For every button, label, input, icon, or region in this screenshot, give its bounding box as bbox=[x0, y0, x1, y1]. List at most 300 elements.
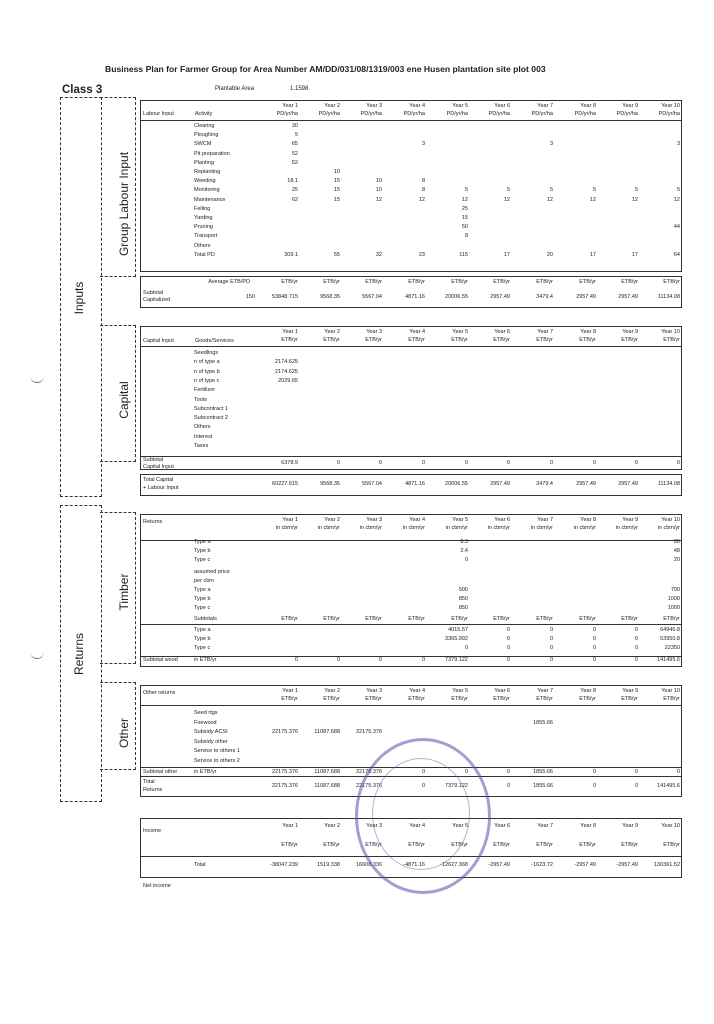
timber-volume-cell: 2.4 bbox=[460, 548, 468, 554]
labour-cell: 12 bbox=[503, 196, 510, 203]
timber-year-header: Year 5 bbox=[452, 517, 468, 523]
labour-cell: 3 bbox=[421, 141, 425, 148]
timber-year-header: Year 8 bbox=[580, 517, 596, 523]
capital-subtotal-label: Subtotal bbox=[143, 457, 164, 463]
timber-price-cell: 700 bbox=[670, 587, 680, 593]
labour-cell: 15 bbox=[333, 178, 340, 185]
other-cell: 11087.688 bbox=[314, 729, 340, 735]
income-year-header: Year 6 bbox=[494, 823, 510, 829]
capital-subtotal-cell: 0 bbox=[464, 460, 468, 466]
other-unit-header: ETB/yr bbox=[663, 696, 680, 702]
labour-activity-label: Pit preparation bbox=[194, 150, 230, 157]
timber-price-cell: 850 bbox=[458, 605, 468, 611]
capital-subtotal-cell: 0 bbox=[634, 460, 638, 466]
labour-subtotal-cell: 2957.49 bbox=[576, 294, 596, 300]
labour-cell: 52 bbox=[291, 159, 298, 166]
labour-unit-header: PD/yr/ha bbox=[574, 111, 596, 117]
timber-price-cell: 1000 bbox=[667, 605, 680, 611]
labour-cell: 12 bbox=[546, 196, 553, 203]
timber-etb-unit: ETB/yr bbox=[579, 616, 596, 622]
timber-unit-header: in cbm/yr bbox=[487, 525, 510, 531]
labour-input-label: + Labour Input bbox=[143, 485, 179, 491]
timber-subtotal-cell: 0 bbox=[506, 645, 510, 651]
capital-unit-header: ETB/yr bbox=[663, 337, 680, 343]
timber-type-label: Type c bbox=[194, 645, 211, 651]
timber-wood-cell: 0 bbox=[336, 657, 340, 663]
labour-subtotal-cell: 9568.35 bbox=[320, 294, 340, 300]
labour-subtotal-cell: 4871.16 bbox=[405, 294, 425, 300]
capital-total-cell: 2957.49 bbox=[618, 481, 638, 487]
capital-year-header: Year 9 bbox=[622, 329, 638, 335]
labour-activity-label: Felling bbox=[194, 205, 211, 212]
other-returns-header: Other returns bbox=[143, 690, 176, 696]
labour-etb-unit: ETB/yr bbox=[621, 279, 638, 285]
other-total-cell: 0 bbox=[592, 783, 596, 789]
timber-unit-header: in cbm/yr bbox=[573, 525, 596, 531]
income-unit-header: ETB/yr bbox=[281, 842, 298, 848]
labour-cell: 25 bbox=[291, 187, 298, 194]
document-title: Business Plan for Farmer Group for Area Number AM/DD/031/08/1319/003 ene Husen plantation site plot 003 bbox=[105, 64, 546, 74]
capital-total-cell: 2957.49 bbox=[576, 481, 596, 487]
capital-item-label: Subcontract 2 bbox=[194, 415, 228, 422]
labour-unit-header: PD/yr/ha bbox=[446, 111, 468, 117]
income-unit-header: ETB/yr bbox=[536, 842, 553, 848]
timber-subtotal-cell: 0 bbox=[506, 636, 510, 642]
labour-subtotal-cell: 2957.49 bbox=[618, 294, 638, 300]
other-item-label: Service to others 2 bbox=[194, 757, 240, 764]
total-capital-label: Total Capital bbox=[143, 477, 174, 483]
labour-cell: 8 bbox=[464, 233, 468, 240]
other-total-cell: 7379.122 bbox=[445, 783, 468, 789]
labour-cell: 309.1 bbox=[284, 251, 298, 258]
capital-item-label: Seedlings bbox=[194, 350, 219, 356]
subtotal-wood-label: Subtotal wood bbox=[143, 657, 178, 663]
labour-side-label: Group Labour Input bbox=[117, 151, 131, 257]
income-unit-header: ETB/yr bbox=[323, 842, 340, 848]
timber-year-header: Year 6 bbox=[494, 517, 510, 523]
income-total-cell: -2957.49 bbox=[616, 862, 638, 868]
labour-cell: 12 bbox=[589, 196, 596, 203]
other-year-header: Year 7 bbox=[537, 688, 553, 694]
labour-activity-label: Maintenance bbox=[194, 196, 226, 203]
timber-subtotal-cell: 64946.8 bbox=[660, 627, 680, 633]
labour-cell: 115 bbox=[459, 251, 468, 258]
capital-subtotal-cell: 0 bbox=[549, 460, 553, 466]
labour-cell: 5 bbox=[592, 187, 596, 194]
capital-goods-header: Goods/Services bbox=[195, 338, 234, 344]
timber-year-header: Year 9 bbox=[622, 517, 638, 523]
labour-cell: 12 bbox=[461, 196, 468, 203]
timber-subtotal-cell: 0 bbox=[592, 645, 596, 651]
labour-cell: 17 bbox=[631, 251, 638, 258]
capital-total-cell: 11134.08 bbox=[657, 481, 680, 487]
other-year-header: Year 8 bbox=[580, 688, 596, 694]
other-cell: 1855.66 bbox=[533, 719, 553, 726]
other-subtotal-cell: 1855.66 bbox=[533, 769, 553, 775]
other-year-header: Year 3 bbox=[366, 688, 382, 694]
timber-wood-cell: 0 bbox=[294, 657, 298, 663]
capital-cell: 2029.65 bbox=[278, 377, 298, 384]
income-year-header: Year 4 bbox=[409, 823, 425, 829]
timber-type-label: Type b bbox=[194, 596, 211, 602]
labour-activity-label: Clearing bbox=[194, 123, 215, 129]
timber-etb-unit: ETB/yr bbox=[536, 616, 553, 622]
labour-unit-header: PD/yr/ha bbox=[616, 111, 638, 117]
capital-item-label: Subcontract 1 bbox=[194, 405, 228, 412]
income-total-cell: 1519.338 bbox=[317, 862, 340, 868]
class-label: Class 3 bbox=[62, 84, 103, 96]
capital-item-label: Fertilizer bbox=[194, 387, 216, 394]
other-total-cell: 22175.376 bbox=[356, 783, 382, 789]
capital-item-label: Interest bbox=[194, 433, 213, 440]
timber-price-cell: 850 bbox=[458, 596, 468, 602]
capital-year-header: Year 8 bbox=[580, 329, 596, 335]
capital-table bbox=[140, 326, 682, 470]
labour-unit-header: PD/yr/ha bbox=[403, 111, 425, 117]
avg-etb-label: Average ETB/PD bbox=[208, 279, 250, 285]
labour-year-header: Year 3 bbox=[366, 103, 382, 109]
labour-cell: 5 bbox=[549, 187, 553, 194]
labour-etb-unit: ETB/yr bbox=[451, 279, 468, 285]
other-total-cell: 0 bbox=[506, 783, 510, 789]
capital-unit-header: ETB/yr bbox=[536, 337, 553, 343]
other-subtotal-cell: 11087.688 bbox=[314, 769, 340, 775]
income-unit-header: ETB/yr bbox=[451, 842, 468, 848]
timber-unit-header: in cbm/yr bbox=[530, 525, 553, 531]
income-total-cell: -38047.239 bbox=[270, 862, 298, 868]
labour-activity-label: Ploughing bbox=[194, 132, 219, 139]
labour-etb-unit: ETB/yr bbox=[493, 279, 510, 285]
labour-cell: 12 bbox=[375, 196, 382, 203]
capital-unit-header: ETB/yr bbox=[281, 337, 298, 343]
income-year-header: Year 5 bbox=[452, 823, 468, 829]
labour-cell: 5 bbox=[464, 187, 468, 194]
labour-cell: 23 bbox=[418, 251, 425, 258]
labour-activity-label: Pruning bbox=[194, 224, 213, 231]
timber-wood-cell: 0 bbox=[506, 657, 510, 663]
timber-year-header: Year 4 bbox=[409, 517, 425, 523]
timber-subtotal-cell: 0 bbox=[464, 645, 468, 651]
capital-year-header: Year 2 bbox=[324, 329, 340, 335]
avg-etb-value: 150 bbox=[245, 294, 255, 300]
labour-cell: 15 bbox=[333, 187, 340, 194]
returns-side-label: Returns bbox=[72, 632, 86, 676]
income-year-header: Year 3 bbox=[366, 823, 382, 829]
income-unit-header: ETB/yr bbox=[408, 842, 425, 848]
labour-subtotal-cell: 5567.04 bbox=[362, 294, 382, 300]
labour-cell: 17 bbox=[589, 251, 596, 258]
capital-unit-header: ETB/yr bbox=[323, 337, 340, 343]
timber-subtotal-cell: 0 bbox=[634, 627, 638, 633]
capital-total-cell: 5567.04 bbox=[362, 481, 382, 487]
labour-cell: 65 bbox=[291, 141, 298, 148]
timber-etb-unit: ETB/yr bbox=[621, 616, 638, 622]
labour-cell: 8 bbox=[421, 178, 425, 185]
other-subtotal-cell: 22175.376 bbox=[272, 769, 298, 775]
timber-subtotal-cell: 0 bbox=[634, 645, 638, 651]
capital-item-label: n of type c bbox=[194, 377, 220, 384]
labour-cell: 12 bbox=[631, 196, 638, 203]
capital-unit-header: ETB/yr bbox=[621, 337, 638, 343]
labour-subtotal-cell: 2957.49 bbox=[490, 294, 510, 300]
capital-subtotal-cell: 0 bbox=[592, 460, 596, 466]
labour-unit-header: PD/yr/ha bbox=[276, 111, 298, 117]
timber-subtotal-cell: 0 bbox=[592, 627, 596, 633]
other-item-label: Subsidy ACSI bbox=[194, 729, 228, 735]
income-year-header: Year 2 bbox=[324, 823, 340, 829]
capital-year-header: Year 6 bbox=[494, 329, 510, 335]
timber-type-label: Type a bbox=[194, 539, 211, 545]
income-year-header: Year 10 bbox=[661, 823, 680, 829]
timber-side-label: Timber bbox=[117, 573, 131, 611]
other-item-label: Service to others 1 bbox=[194, 748, 240, 754]
timber-price-cell: 1000 bbox=[667, 596, 680, 602]
timber-subtotals-label: Subtotals bbox=[194, 616, 217, 622]
other-unit-header: ETB/yr bbox=[493, 696, 510, 702]
labour-subtotal-cell: 20006.55 bbox=[445, 294, 468, 300]
returns-col-header: Returns bbox=[143, 519, 163, 525]
timber-etb-unit: ETB/yr bbox=[451, 616, 468, 622]
total-returns-label: Total bbox=[143, 779, 155, 785]
capital-input-label: Capital Input bbox=[143, 464, 174, 470]
labour-year-header: Year 9 bbox=[622, 103, 638, 109]
income-unit-header: ETB/yr bbox=[493, 842, 510, 848]
labour-cell: 52 bbox=[291, 150, 298, 157]
income-unit-header: ETB/yr bbox=[365, 842, 382, 848]
timber-type-label: Type a bbox=[194, 587, 211, 593]
subtotal-wood-unit: in ETB/yr bbox=[194, 657, 217, 663]
returns-label: Returns bbox=[143, 787, 163, 793]
labour-etb-unit: ETB/yr bbox=[323, 279, 340, 285]
capital-item-label: Taxes bbox=[194, 443, 209, 449]
labour-activity-label: Total PD bbox=[194, 251, 215, 258]
labour-year-header: Year 10 bbox=[661, 103, 680, 109]
labour-unit-header: PD/yr/ha bbox=[531, 111, 553, 117]
timber-volume-cell: 80 bbox=[673, 539, 680, 545]
income-unit-header: ETB/yr bbox=[621, 842, 638, 848]
labour-cell: 5 bbox=[294, 132, 298, 139]
labour-cell: 64 bbox=[673, 251, 680, 258]
other-unit-header: ETB/yr bbox=[365, 696, 382, 702]
other-cell: 22175.376 bbox=[272, 729, 298, 735]
timber-wood-cell: 0 bbox=[592, 657, 596, 663]
labour-cell: 32 bbox=[375, 251, 382, 258]
income-total-cell: -4871.16 bbox=[403, 862, 425, 868]
timber-unit-header: in cbm/yr bbox=[359, 525, 382, 531]
capital-year-header: Year 7 bbox=[537, 329, 553, 335]
labour-cell: 44 bbox=[673, 224, 680, 231]
timber-subtotal-cell: 22350 bbox=[664, 645, 680, 651]
labour-cell: 5 bbox=[634, 187, 638, 194]
labour-cell: 10 bbox=[375, 187, 382, 194]
timber-etb-unit: ETB/yr bbox=[663, 616, 680, 622]
income-total-cell: -1623.72 bbox=[531, 862, 553, 868]
capital-subtotal-cell: 0 bbox=[676, 460, 680, 466]
capital-item-label: Others bbox=[194, 424, 211, 431]
timber-unit-header: in cbm/yr bbox=[317, 525, 340, 531]
labour-etb-unit: ETB/yr bbox=[536, 279, 553, 285]
assumed-price-label: assumed price bbox=[194, 569, 230, 575]
labour-year-header: Year 6 bbox=[494, 103, 510, 109]
labour-activity-label: Planting bbox=[194, 159, 214, 166]
labour-table bbox=[140, 100, 682, 272]
labour-activity-header: Activity bbox=[195, 111, 213, 117]
capital-item-label: Tools bbox=[194, 396, 207, 403]
labour-year-header: Year 5 bbox=[452, 103, 468, 109]
capital-subtotal-cell: 0 bbox=[506, 460, 510, 466]
other-subtotal-cell: 0 bbox=[506, 769, 510, 775]
plantable-area-value: 1.1598 bbox=[290, 86, 309, 92]
labour-cell: 12 bbox=[418, 196, 425, 203]
timber-volume-cell: 48 bbox=[673, 548, 680, 554]
timber-subtotal-cell: 0 bbox=[592, 636, 596, 642]
labour-capitalized-label: Capitalized bbox=[143, 297, 171, 303]
labour-unit-header: PD/yr/ha bbox=[360, 111, 382, 117]
other-unit-header: ETB/yr bbox=[621, 696, 638, 702]
timber-price-cell: 500 bbox=[458, 587, 468, 593]
timber-subtotal-cell: 0 bbox=[549, 627, 553, 633]
labour-cell: 55 bbox=[333, 251, 340, 258]
timber-unit-header: in cbm/yr bbox=[275, 525, 298, 531]
other-unit-header: ETB/yr bbox=[451, 696, 468, 702]
punch-hole-mark bbox=[30, 372, 44, 383]
capital-total-cell: 4871.16 bbox=[405, 481, 425, 487]
labour-activity-label: Transport bbox=[194, 233, 218, 240]
labour-unit-header: PD/yr/ha bbox=[318, 111, 340, 117]
income-unit-header: ETB/yr bbox=[663, 842, 680, 848]
timber-subtotal-cell: 53950.8 bbox=[660, 636, 680, 642]
capital-item-label: n of type a bbox=[194, 359, 220, 366]
labour-col-header: Labour Input bbox=[143, 111, 174, 117]
other-cell: 22175.376 bbox=[356, 729, 382, 735]
timber-type-label: Type b bbox=[194, 548, 211, 554]
labour-cell: 50 bbox=[461, 224, 468, 231]
other-total-cell: 141495.6 bbox=[657, 783, 680, 789]
punch-hole-mark bbox=[30, 648, 44, 659]
capital-total-cell: 20006.55 bbox=[445, 481, 468, 487]
labour-unit-header: PD/yr/ha bbox=[658, 111, 680, 117]
income-year-header: Year 9 bbox=[622, 823, 638, 829]
labour-cell: 17 bbox=[503, 251, 510, 258]
capital-year-header: Year 1 bbox=[282, 329, 298, 335]
timber-year-header: Year 1 bbox=[282, 517, 298, 523]
income-year-header: Year 1 bbox=[282, 823, 298, 829]
timber-etb-unit: ETB/yr bbox=[493, 616, 510, 622]
per-cbm-label: per cbm bbox=[194, 578, 214, 584]
other-subtotal-cell: 0 bbox=[592, 769, 596, 775]
other-year-header: Year 9 bbox=[622, 688, 638, 694]
timber-type-label: Type c bbox=[194, 605, 211, 611]
labour-etb-unit: ETB/yr bbox=[365, 279, 382, 285]
other-item-label: Seed rtgs bbox=[194, 710, 218, 716]
other-unit-header: ETB/yr bbox=[323, 696, 340, 702]
income-total-label: Total bbox=[194, 862, 206, 868]
labour-cell: 5 bbox=[676, 187, 680, 194]
timber-wood-cell: 0 bbox=[378, 657, 382, 663]
capital-item-label: n of type b bbox=[194, 368, 220, 375]
labour-etb-unit: ETB/yr bbox=[281, 279, 298, 285]
labour-subtotal-label: Subtotal bbox=[143, 290, 164, 296]
labour-cell: 20 bbox=[546, 251, 553, 258]
capital-subtotal-cell: 0 bbox=[421, 460, 425, 466]
income-col-header: Income bbox=[143, 828, 162, 834]
other-subtotal-cell: 22175.376 bbox=[356, 769, 382, 775]
other-unit-header: ETB/yr bbox=[579, 696, 596, 702]
other-item-label: Firewood bbox=[194, 719, 217, 726]
labour-unit-header: PD/yr/ha bbox=[488, 111, 510, 117]
other-year-header: Year 4 bbox=[409, 688, 425, 694]
labour-year-header: Year 4 bbox=[409, 103, 425, 109]
other-total-cell: 22175.376 bbox=[272, 783, 298, 789]
timber-year-header: Year 7 bbox=[537, 517, 553, 523]
capital-cell: 2174.625 bbox=[275, 359, 298, 366]
timber-subtotal-cell: 0 bbox=[549, 636, 553, 642]
other-side-label: Other bbox=[117, 718, 131, 749]
other-unit-header: ETB/yr bbox=[281, 696, 298, 702]
timber-wood-cell: 0 bbox=[421, 657, 425, 663]
other-total-cell: 0 bbox=[634, 783, 638, 789]
capital-total-cell: 3479.4 bbox=[536, 481, 553, 487]
net-income-label: Net income bbox=[143, 883, 171, 889]
income-total-cell: -12627.368 bbox=[440, 862, 468, 868]
other-subtotal-cell: 0 bbox=[634, 769, 638, 775]
labour-cell: 62 bbox=[291, 196, 298, 203]
timber-wood-cell: 141495.6 bbox=[657, 657, 680, 663]
other-subtotal-cell: 0 bbox=[464, 769, 468, 775]
labour-cell: 18.1 bbox=[287, 178, 298, 185]
other-year-header: Year 1 bbox=[282, 688, 298, 694]
labour-activity-label: Others bbox=[194, 242, 211, 249]
timber-subtotal-cell: 4015.57 bbox=[448, 627, 468, 633]
labour-cell: 10 bbox=[333, 169, 340, 175]
capital-unit-header: ETB/yr bbox=[408, 337, 425, 343]
capital-year-header: Year 4 bbox=[409, 329, 425, 335]
timber-subtotal-cell: 3365.992 bbox=[445, 636, 468, 642]
labour-etb-unit: ETB/yr bbox=[408, 279, 425, 285]
labour-cell: 3 bbox=[549, 141, 553, 148]
other-item-label: Subsidy other bbox=[194, 738, 228, 745]
other-total-cell: 11087.688 bbox=[314, 783, 340, 789]
labour-activity-label: Weeding bbox=[194, 178, 216, 185]
income-year-header: Year 8 bbox=[580, 823, 596, 829]
income-year-header: Year 7 bbox=[537, 823, 553, 829]
capital-total-cell: 2957.49 bbox=[490, 481, 510, 487]
labour-activity-label: SWCM bbox=[194, 141, 212, 148]
timber-year-header: Year 2 bbox=[324, 517, 340, 523]
other-subtotal-cell: 0 bbox=[421, 769, 425, 775]
timber-volume-cell: 20 bbox=[673, 557, 680, 563]
timber-volume-cell: 0 bbox=[464, 557, 468, 563]
timber-year-header: Year 10 bbox=[661, 517, 680, 523]
timber-etb-unit: ETB/yr bbox=[365, 616, 382, 622]
income-total-cell: 16608.336 bbox=[356, 862, 382, 868]
timber-etb-unit: ETB/yr bbox=[281, 616, 298, 622]
capital-side-label: Capital bbox=[117, 381, 131, 419]
other-unit-header: ETB/yr bbox=[408, 696, 425, 702]
labour-cell: 10 bbox=[375, 178, 382, 185]
capital-subtotal-cell: 6378.9 bbox=[281, 460, 298, 466]
labour-subtotal-cell: 11134.08 bbox=[657, 294, 680, 300]
labour-activity-label: Replanting bbox=[194, 169, 221, 175]
capital-total-cell: 60227.615 bbox=[272, 481, 298, 487]
labour-subtotal-cell: 3479.4 bbox=[536, 294, 553, 300]
labour-cell: 12 bbox=[673, 196, 680, 203]
timber-unit-header: in cbm/yr bbox=[615, 525, 638, 531]
labour-year-header: Year 1 bbox=[282, 103, 298, 109]
timber-unit-header: in cbm/yr bbox=[657, 525, 680, 531]
labour-cell: 15 bbox=[333, 196, 340, 203]
income-total-cell: 130361.52 bbox=[654, 862, 680, 868]
